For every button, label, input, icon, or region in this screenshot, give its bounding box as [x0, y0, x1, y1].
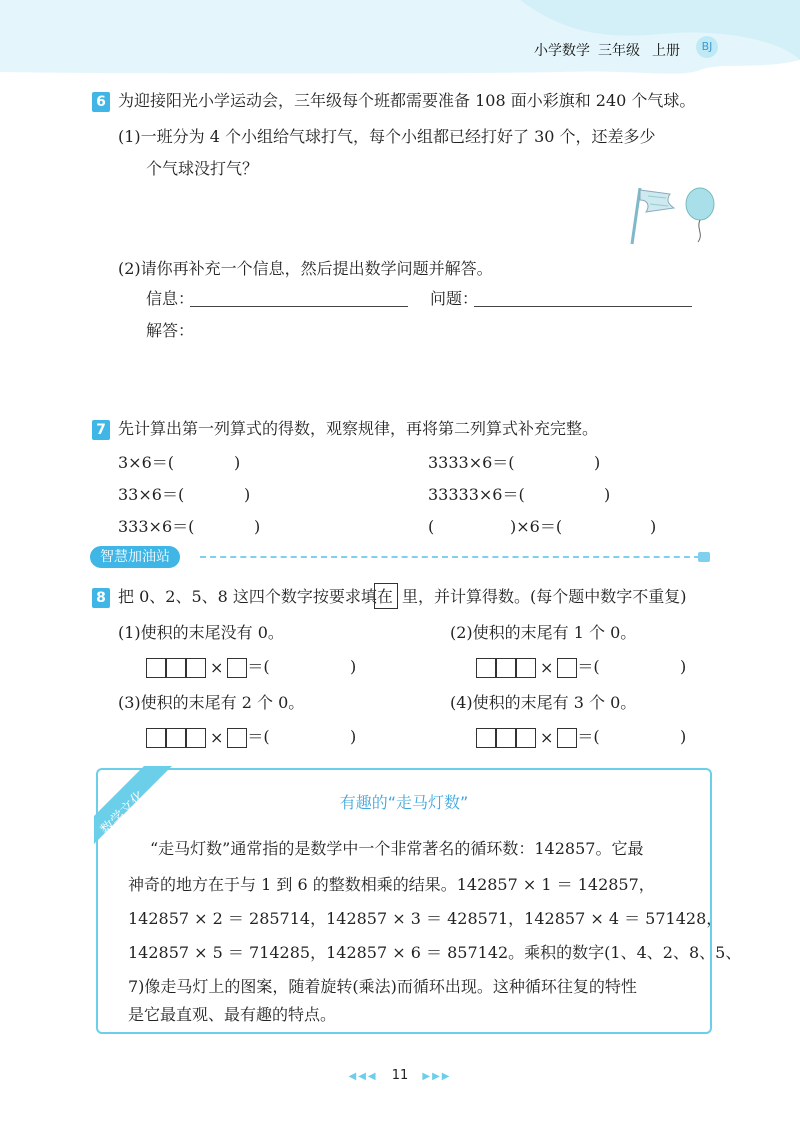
question-7-stem: 先计算出第一列算式的得数，观察规律，再将第二列算式补充完整。	[118, 419, 599, 438]
section-divider	[200, 556, 700, 558]
culture-line-5: 7)像走马灯上的图案，随着旋转(乘法)而循环出现。这种循环往复的特性	[128, 977, 637, 996]
digit-box[interactable]	[557, 658, 577, 678]
edition-badge: BJ	[696, 36, 718, 58]
q7-col1-row1-close: )	[234, 453, 241, 472]
digit-box[interactable]	[227, 658, 247, 678]
equals-open: ＝(	[247, 657, 270, 676]
equals-open: ＝(	[577, 657, 600, 676]
right-arrows-icon: ▶▶▶	[422, 1071, 452, 1082]
q8-part3-equation	[146, 726, 270, 749]
header-grade: 三年级	[598, 43, 640, 59]
culture-tag: 数学文化	[97, 787, 149, 839]
q8-part1-equation	[146, 656, 270, 679]
header-volume: 上册	[652, 43, 680, 59]
times-sign: ×	[540, 727, 554, 747]
section-divider-tip	[698, 552, 710, 562]
info-label: 信息：	[146, 289, 195, 308]
q8-part4-equation	[476, 726, 600, 749]
digit-box[interactable]	[516, 728, 536, 748]
q7-col2-row3-close: )	[650, 517, 657, 536]
info-answer-line[interactable]	[190, 306, 408, 307]
culture-title: 有趣的“走马灯数”	[339, 793, 469, 812]
question-8-number: 8	[92, 588, 110, 608]
culture-line-2: 神奇的地方在于与 1 到 6 的整数相乘的结果。142857 × 1 ＝ 142857，	[128, 875, 655, 894]
culture-line-3: 142857 × 2 ＝ 285714，142857 × 3 ＝ 428571，142857 × 4 ＝ 571428，	[128, 909, 723, 928]
digit-box[interactable]	[496, 658, 516, 678]
answer-label: 解答：	[146, 321, 195, 340]
left-arrows-icon: ◀◀◀	[348, 1071, 378, 1082]
header-wave	[0, 0, 800, 90]
question-6-part1-line1: (1)一班分为 4 个小组给气球打气，每个小组都已经打好了 30 个，还差多少	[118, 127, 656, 146]
digit-box[interactable]	[476, 728, 496, 748]
culture-line-1: “走马灯数”通常指的是数学中一个非常著名的循环数：142857。它最	[150, 839, 644, 858]
q7-col1-row2-close: )	[244, 485, 251, 504]
q7-col1-row2: 33×6＝(	[118, 485, 185, 504]
q7-col2-row3-tail: )×6＝(	[510, 517, 563, 536]
question-7-number: 7	[92, 420, 110, 440]
q8-stem-box	[374, 583, 398, 609]
flag-icon	[632, 188, 674, 244]
q8-part2-equation	[476, 656, 600, 679]
question-label: 问题：	[430, 289, 479, 308]
q7-col2-row2-close: )	[604, 485, 611, 504]
q7-col2-row2: 33333×6＝(	[428, 485, 525, 504]
equals-open: ＝(	[247, 727, 270, 746]
q7-col1-row1: 3×6＝(	[118, 453, 175, 472]
q8-part4: (4)使积的末尾有 3 个 0。	[450, 693, 637, 712]
q8-part3-close: )	[350, 727, 357, 746]
flag-balloon-illustration	[618, 184, 728, 246]
digit-box[interactable]	[146, 728, 166, 748]
q8-part2-close: )	[680, 657, 687, 676]
question-answer-line[interactable]	[474, 306, 692, 307]
digit-box[interactable]	[557, 728, 577, 748]
question-6-part2: (2)请你再补充一个信息，然后提出数学问题并解答。	[118, 259, 493, 278]
digit-box[interactable]	[166, 728, 186, 748]
times-sign: ×	[540, 657, 554, 677]
q7-col2-row1-close: )	[594, 453, 601, 472]
q7-col1-row3: 333×6＝(	[118, 517, 195, 536]
digit-box[interactable]	[476, 658, 496, 678]
equals-open: ＝(	[577, 727, 600, 746]
digit-box[interactable]	[166, 658, 186, 678]
question-8-stem-a: 把 0、2、5、8 这四个数字按要求填在	[118, 587, 393, 606]
digit-box[interactable]	[516, 658, 536, 678]
header-subject: 小学数学	[534, 43, 590, 59]
page-footer	[0, 1068, 800, 1083]
question-6-part1-line2: 个气球没打气？	[146, 159, 259, 178]
balloon-icon	[686, 188, 714, 242]
q7-col2-row1: 3333×6＝(	[428, 453, 515, 472]
q8-part4-close: )	[680, 727, 687, 746]
q8-part3: (3)使积的末尾有 2 个 0。	[118, 693, 305, 712]
digit-box[interactable]	[146, 658, 166, 678]
question-6-number: 6	[92, 92, 110, 112]
q8-part1-close: )	[350, 657, 357, 676]
q8-part2: (2)使积的末尾有 1 个 0。	[450, 623, 637, 642]
times-sign: ×	[210, 657, 224, 677]
times-sign: ×	[210, 727, 224, 747]
digit-box[interactable]	[227, 728, 247, 748]
page-number: 11	[391, 1068, 409, 1083]
q7-col1-row3-close: )	[254, 517, 261, 536]
q8-part1: (1)使积的末尾没有 0。	[118, 623, 284, 642]
digit-box[interactable]	[186, 728, 206, 748]
section-title: 智慧加油站	[90, 546, 180, 568]
digit-box[interactable]	[186, 658, 206, 678]
digit-box[interactable]	[496, 728, 516, 748]
question-8-stem-b: 里，并计算得数。(每个题中数字不重复)	[402, 587, 687, 606]
culture-line-6: 是它最直观、最有趣的特点。	[128, 1005, 337, 1024]
q7-col2-row3-open: (	[428, 517, 435, 536]
question-6-stem: 为迎接阳光小学运动会，三年级每个班都需要准备 108 面小彩旗和 240 个气球。	[118, 91, 696, 110]
culture-line-4: 142857 × 5 ＝ 714285，142857 × 6 ＝ 857142。乘积的数字(1、4、2、8、5、	[128, 943, 742, 962]
